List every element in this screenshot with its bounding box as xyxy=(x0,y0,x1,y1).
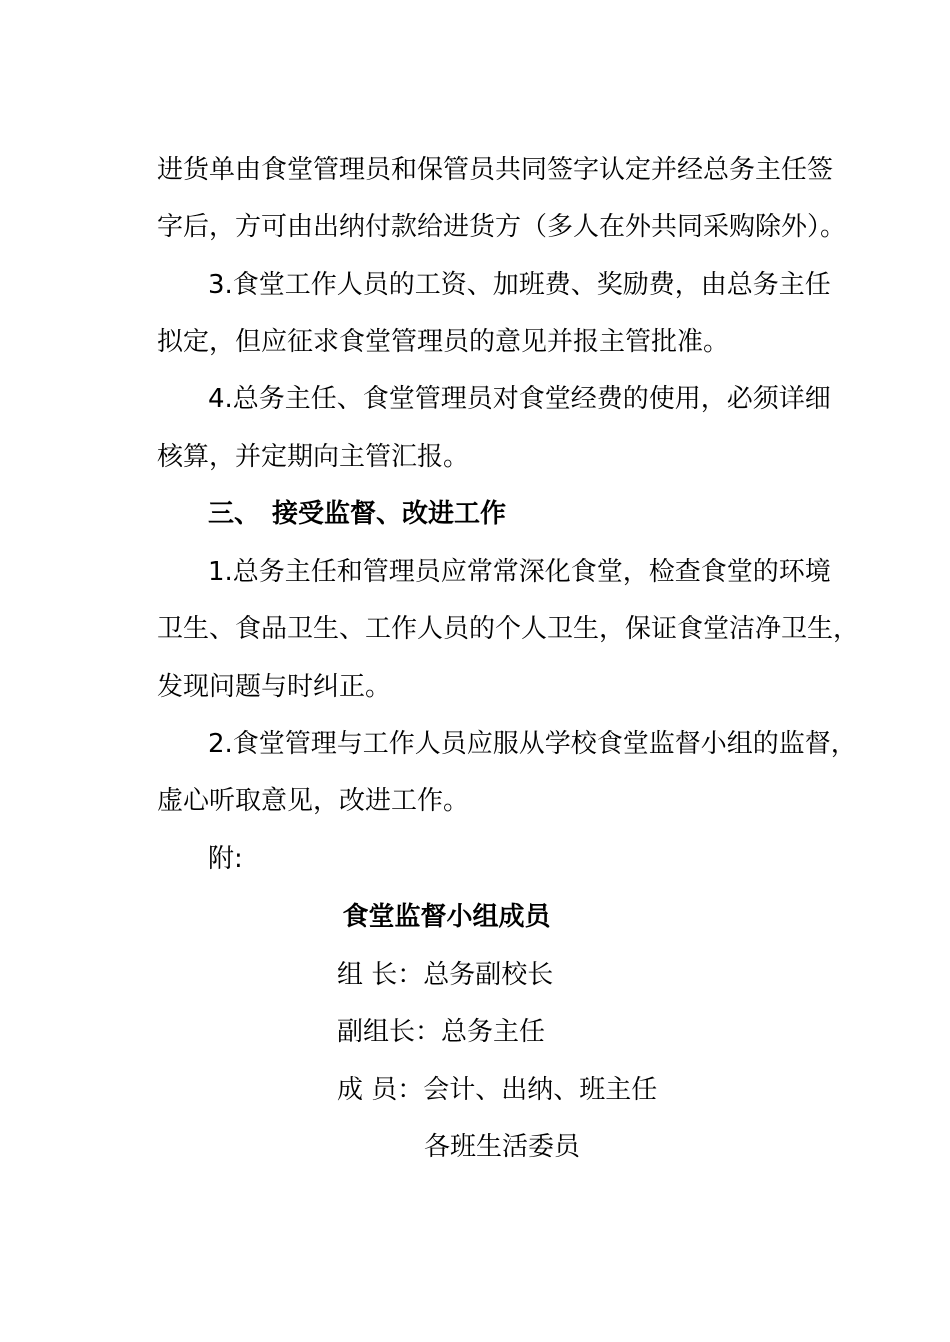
group-members: 成 员：会计、出纳、班主任 xyxy=(337,1075,658,1105)
paragraph-line: 拟定，但应征求食堂管理员的意见并报主管批准。 xyxy=(157,327,730,357)
appendix-label: 附: xyxy=(208,844,243,874)
paragraph-line: 2.食堂管理与工作人员应服从学校食堂监督小组的监督， xyxy=(208,729,857,759)
group-leader: 组 长：总务副校长 xyxy=(337,960,554,990)
paragraph-line: 3.食堂工作人员的工资、加班费、奖励费，由总务主任 xyxy=(208,270,831,300)
paragraph-line: 核算，并定期向主管汇报。 xyxy=(157,442,470,472)
paragraph-line: 虚心听取意见，改进工作。 xyxy=(157,786,470,816)
section-title: 接受监督、改进工作 xyxy=(272,499,507,529)
section-number: 三、 xyxy=(208,499,261,529)
paragraph-line: 发现问题与时纠正。 xyxy=(157,672,392,702)
section-heading xyxy=(208,497,506,531)
group-members-continued: 各班生活委员 xyxy=(424,1132,581,1162)
paragraph-line: 进货单由食堂管理员和保管员共同签字认定并经总务主任签 xyxy=(157,155,834,185)
paragraph-line: 卫生、食品卫生、工作人员的个人卫生，保证食堂洁净卫生， xyxy=(157,614,860,644)
group-deputy: 副组长：总务主任 xyxy=(337,1017,546,1047)
paragraph-line: 4.总务主任、食堂管理员对食堂经费的使用，必须详细 xyxy=(208,384,831,414)
paragraph-line: 字后，方可由出纳付款给进货方（多人在外共同采购除外）。 xyxy=(157,212,847,242)
paragraph-line: 1.总务主任和管理员应常常深化食堂，检查食堂的环境 xyxy=(208,557,831,587)
group-title: 食堂监督小组成员 xyxy=(342,902,551,932)
